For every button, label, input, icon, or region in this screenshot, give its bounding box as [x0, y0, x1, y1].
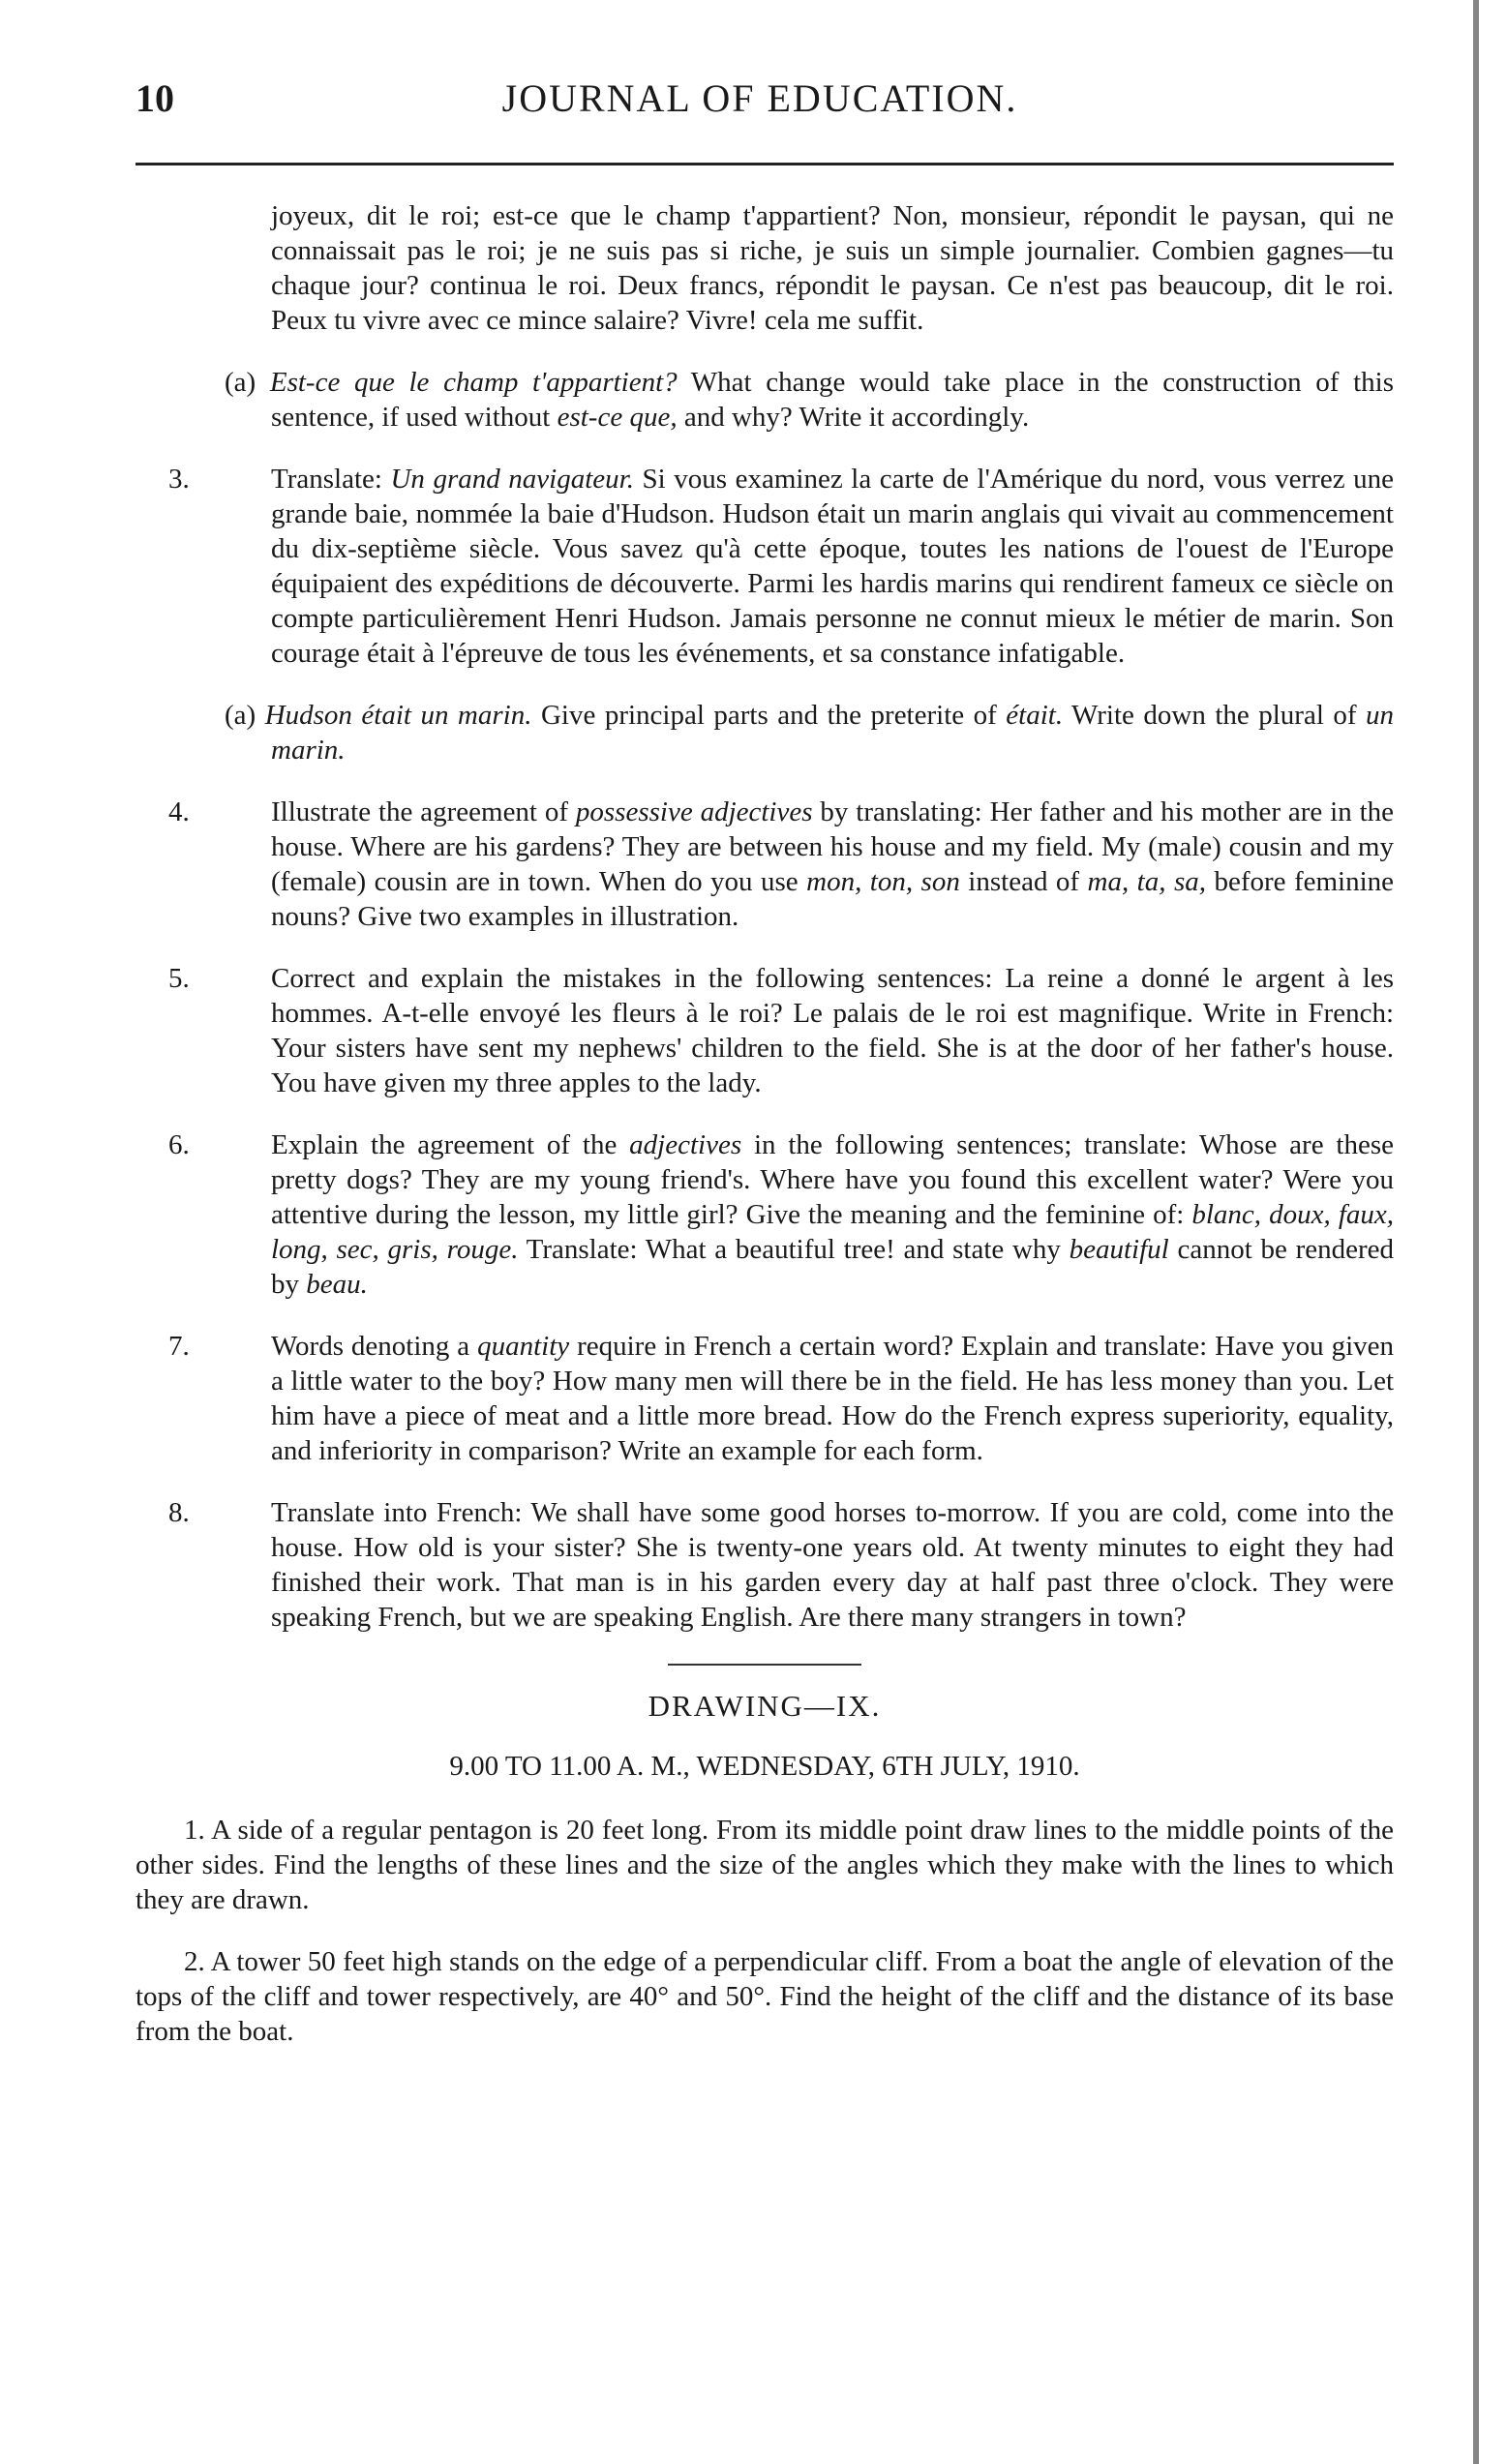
q3a-italic: Hudson était un marin. — [264, 700, 532, 731]
question-number: 6. — [168, 1129, 190, 1160]
section-divider — [668, 1664, 861, 1666]
q4-text-b: by translating: Her father and his mother are in the house. Where are his gardens? They are between his house and my field. My (male) cousin and my (female) cousin are in town. When do you use — [271, 796, 1394, 897]
q3-text: Si vous examinez la carte de l'Amérique du nord, vous verrez une grande baie, nommée la baie d'Hudson. Hudson était un marin anglais qui vivait au commencement du dix-septième siècle. Vous savez qu'à cette époque, toutes les nations de l'ouest de l'Europe équipaient des expéditions de découverte. Parmi les hardis marins qui rendirent fameux ce siècle on compte particulièrement Henri Hudson. Jamais personne ne connut mieux le métier de marin. Son courage était à l'épreuve de tous les événements, et sa constance infatigable. — [271, 464, 1394, 669]
q6-italic-4: beau. — [306, 1269, 368, 1300]
question-number: 3. — [168, 464, 190, 495]
drawing-question-1: 1. A side of a regular pentagon is 20 feet long. From its middle point draw lines to the middle points of the other sides. Find the lengths of these lines and the size of the angles which they make with the lines to which they are drawn. — [136, 1815, 1394, 1915]
journal-title: JOURNAL OF EDUCATION. — [501, 76, 1018, 120]
question-4 — [136, 795, 1394, 934]
q2a-italic-2: est-ce que, — [557, 402, 678, 433]
question-5 — [136, 961, 1394, 1100]
q4-italic-3: ma, ta, sa, — [1087, 866, 1206, 897]
q6-text-a: Explain the agreement of the — [271, 1129, 618, 1160]
question-6 — [136, 1127, 1394, 1302]
q4-text-c: instead of — [968, 866, 1080, 897]
q3a-text-2: Write down the plural of — [1071, 700, 1357, 731]
q3-title: Un grand navigateur. — [390, 464, 634, 495]
q4-text-d: before feminine nouns? Give two examples in illustration. — [271, 866, 1395, 932]
sub-label: (a) — [225, 700, 256, 731]
q2a-text: What change would take place in the construction of this sentence, if used without — [271, 367, 1395, 433]
page-content — [136, 198, 1394, 2076]
q7-text-b: require in French a certain word? Explain and translate: Have you given a little water to the boy? How many men will there be in the field. He has less money than you. Let him have a piece of meat and a little more bread. How do the French express superiority, equality, and inferiority in comparison? Write an example for each form. — [271, 1331, 1395, 1466]
q3-lead: Translate: — [271, 464, 382, 495]
question-number: 8. — [168, 1497, 190, 1528]
q6-italic-3: beautiful — [1069, 1234, 1169, 1265]
q6-text-d: cannot be rendered by — [271, 1234, 1394, 1300]
question-7 — [136, 1329, 1394, 1468]
section-schedule: 9.00 TO 11.00 A. M., WEDNESDAY, 6TH JULY, 1910. — [449, 1751, 1080, 1782]
header-rule — [136, 163, 1394, 165]
q4-text-a: Illustrate the agreement of — [271, 796, 569, 827]
q6-text-b: in the following sentences; translate: Whose are these pretty dogs? They are my young friend's. Where have you found this excellent water? Were you attentive during the lesson, my little girl? Give the meaning and the feminine of: — [271, 1129, 1394, 1230]
q2a-italic: Est-ce que le champ t'appartient? — [269, 367, 678, 398]
question-number: 4. — [168, 796, 190, 827]
question-3a — [136, 698, 1394, 767]
question-number: 7. — [168, 1331, 190, 1362]
question-8 — [136, 1495, 1394, 1635]
question-number: 5. — [168, 963, 190, 994]
q6-italic-1: adjectives — [629, 1129, 742, 1160]
sub-label: (a) — [225, 367, 256, 398]
page-number: 10 — [136, 76, 174, 120]
q3a-text: Give principal parts and the preterite of — [540, 700, 997, 731]
q8-text: Translate into French: We shall have some good horses to-morrow. If you are cold, come into the house. How old is your sister? She is twenty-one years old. At twenty minutes to eight they had finished their work. That man is in his garden every day at half past three o'clock. They were speaking French, but we are speaking English. Are there many strangers in town? — [271, 1497, 1394, 1633]
q4-italic-1: possessive adjectives — [575, 796, 813, 827]
question-3 — [136, 462, 1394, 671]
q4-italic-2: mon, ton, son — [806, 866, 960, 897]
page-header — [136, 75, 1384, 143]
q6-italic-2: blanc, doux, faux, long, sec, gris, rouge. — [271, 1199, 1395, 1265]
section-title: DRAWING—IX. — [648, 1689, 882, 1723]
q3a-italic-3: un marin. — [271, 700, 1395, 766]
drawing-question-2: 2. A tower 50 feet high stands on the edge of a perpendicular cliff. From a boat the angle of elevation of the tops of the cliff and tower respectively, are 40° and 50°. Find the height of the cliff and the distance of its base from the boat. — [136, 1946, 1394, 2047]
q3a-italic-2: était. — [1006, 700, 1064, 731]
q7-italic-1: quantity — [477, 1331, 570, 1362]
q7-text-a: Words denoting a — [271, 1331, 470, 1362]
q2a-text-2: and why? Write it accordingly. — [683, 402, 1030, 433]
q6-text-c: Translate: What a beautiful tree! and state why — [526, 1234, 1061, 1265]
passage-continued: joyeux, dit le roi; est-ce que le champ t'appartient? Non, monsieur, répondit le paysan, qui ne connaissait pas le roi; je ne suis pas si riche, je suis un simple journalier. Combien gagnes—tu chaque jour? continua le roi. Deux francs, répondit le paysan. Ce n'est pas beaucoup, dit le roi. Peux tu vivre avec ce mince salaire? Vivre! cela me suffit. — [271, 200, 1394, 336]
page-edge-shadow — [1473, 0, 1479, 2464]
q5-text: Correct and explain the mistakes in the following sentences: La reine a donné le argent à les hommes. A-t-elle envoyé les fleurs à le roi? Le palais de le roi est magnifique. Write in French: Your sisters have sent my nephews' children to the field. She is at the door of her father's house. You have given my three apples to the lady. — [271, 963, 1394, 1098]
question-2a — [136, 365, 1394, 435]
